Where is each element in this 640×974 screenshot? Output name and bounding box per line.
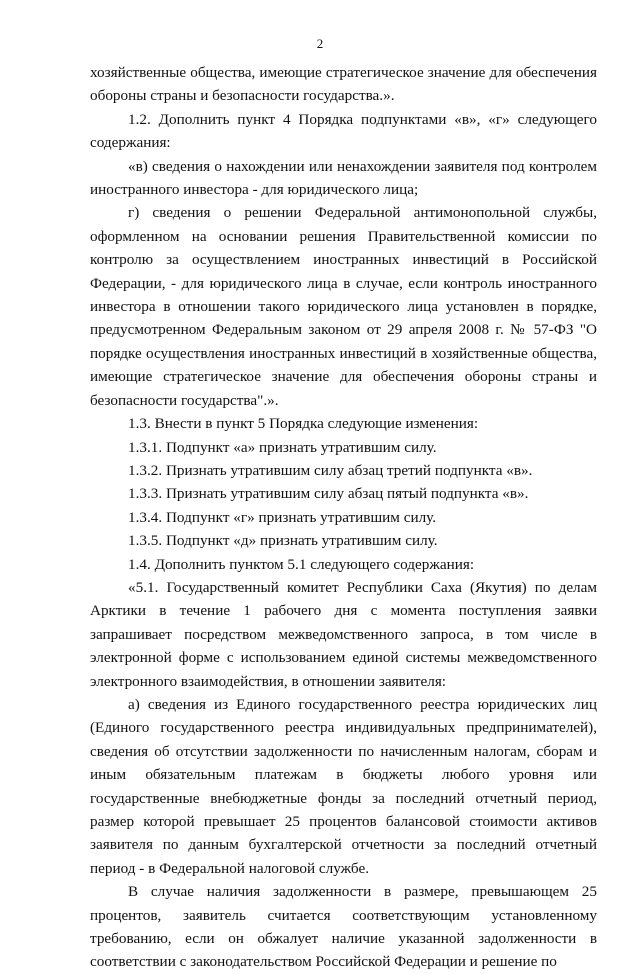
paragraph: 1.3.3. Признать утратившим силу абзац пятый подпункта «в». [128, 485, 529, 503]
paragraph: 1.2. Дополнить пункт 4 Порядка подпунктами «в», «г» следующего содержания: [90, 110, 597, 152]
page-number: 2 [316, 36, 324, 51]
paragraph: «5.1. Государственный комитет Республики Саха (Якутия) по делам Арктики в течение 1 рабочего дня с момента поступления заявки запрашивает посредством межведомственного запроса, в том числе в электронной форме с использованием единой системы межведомственного электронного взаимодействия, в отношении заявителя: [90, 578, 597, 690]
paragraph: 1.3. Внести в пункт 5 Порядка следующие изменения: [128, 415, 479, 433]
paragraph: г) сведения о решении Федеральной антимонопольной службы, оформленном на основании решения Правительственной комиссии по контролю за осуществлением иностранных инвестиций в Российской Федерации, - для юридического лица в случае, если контроль иностранного инвестора в отношении такого юридического лица установлен в порядке, предусмотренном Федеральным законом от 29 апреля 2008 г. № 57-ФЗ "О порядке осуществления иностранных инвестиций в хозяйственные общества, имеющие стратегическое значение для обеспечения обороны страны и безопасности государства".». [90, 204, 597, 409]
paragraph: В случае наличия задолженности в размере, превышающем 25 процентов, заявитель считается соответствующим установленному требованию, если он обжалует наличие указанной задолженности в соответствии с законодательством Российской Федерации и решение по [90, 883, 597, 971]
paragraph: 1.4. Дополнить пунктом 5.1 следующего содержания: [128, 555, 475, 573]
paragraph: «в) сведения о нахождении или ненахождении заявителя под контролем иностранного инвестора - для юридического лица; [90, 157, 597, 199]
paragraph: 1.3.5. Подпункт «д» признать утратившим силу. [128, 532, 438, 550]
paragraph: хозяйственные общества, имеющие стратегическое значение для обеспечения обороны страны и безопасности государства.». [90, 64, 597, 105]
paragraph: 1.3.2. Признать утратившим силу абзац третий подпункта «в». [128, 461, 533, 479]
paragraph: а) сведения из Единого государственного реестра юридических лиц (Единого государственного реестра индивидуальных предпринимателей), сведения об отсутствии задолженности по начисленным налогам, сборам и иным обязательным платежам в бюджеты любого уровня или государственные внебюджетные фонды за последний отчетный период, размер которой превышает 25 процентов балансовой стоимости активов заявителя по данным бухгалтерской отчетности за последний отчетный период - в Федеральной налоговой службе. [90, 695, 597, 877]
paragraph: 1.3.4. Подпункт «г» признать утратившим силу. [128, 508, 437, 526]
paragraph: 1.3.1. Подпункт «а» признать утратившим силу. [128, 438, 437, 456]
document-body [90, 61, 597, 974]
